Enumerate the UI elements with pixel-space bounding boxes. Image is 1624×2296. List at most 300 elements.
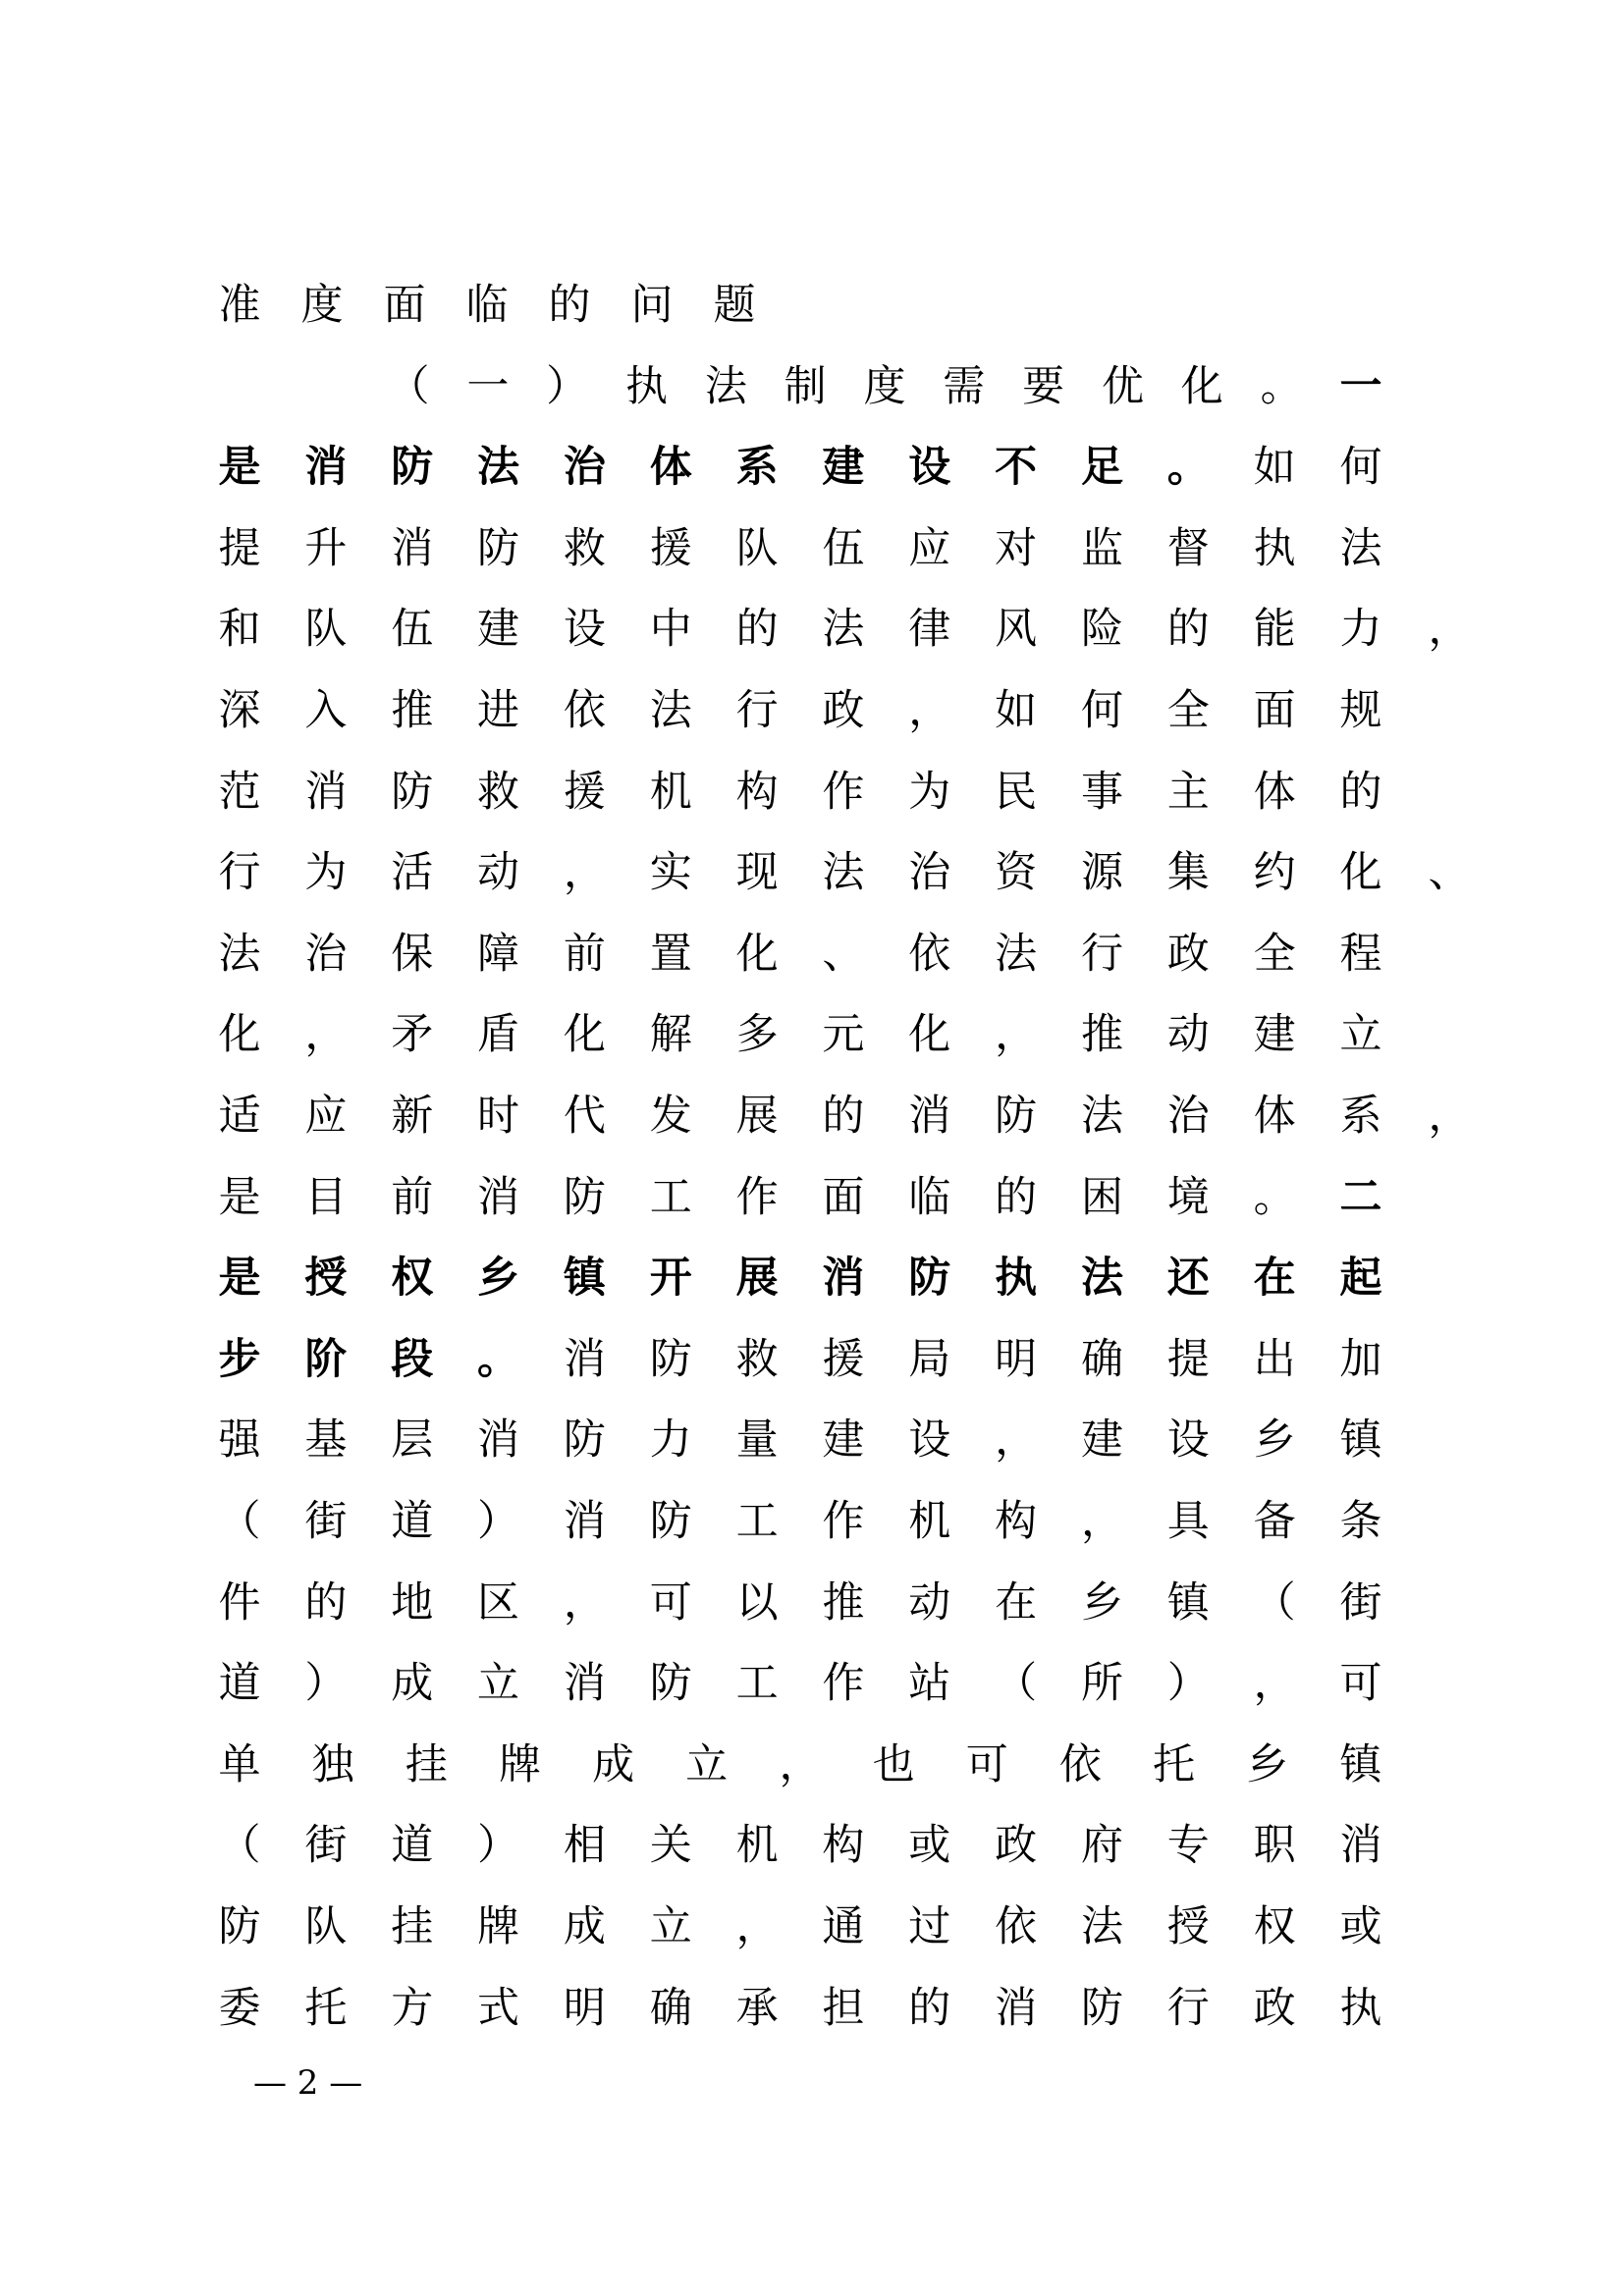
char: 的 [548,281,591,330]
char: 一 [466,361,510,411]
bold-char: 开 [649,1254,692,1304]
char: 立 [477,1659,520,1709]
char: 立 [649,1902,692,1951]
char: 建 [822,1415,865,1466]
char: 推 [1080,1010,1123,1060]
char: 度 [863,361,906,411]
char: 的 [1166,605,1210,655]
char: 境 [1166,1172,1210,1222]
text-line [218,1660,1382,1707]
char: 也 [872,1739,915,1789]
char: 成 [563,1902,606,1951]
hanging-punctuation: 、 [1428,848,1471,898]
char: 援 [563,767,606,817]
char: 依 [563,686,606,735]
char: 队 [304,605,348,655]
bold-char: 设 [908,443,951,493]
char: 设 [908,1415,951,1466]
char: 援 [822,1334,865,1384]
text-line [218,769,1382,816]
char: 治 [304,929,348,979]
char: 问 [630,281,674,330]
char: 式 [477,1983,520,2033]
char: 或 [908,1821,951,1871]
char: 街 [304,1497,348,1546]
char: 法 [995,929,1038,979]
char: 牌 [477,1902,520,1951]
char: 队 [735,523,779,573]
char: 作 [822,1659,865,1709]
bold-char: 步 [218,1334,261,1384]
char: 建 [1080,1415,1123,1466]
text-line [218,1336,1382,1383]
char: 通 [822,1902,865,1951]
text-line [218,605,1471,655]
char: 依 [908,929,951,979]
char: 以 [735,1577,779,1628]
bold-char: 建 [822,443,865,493]
char: 。 [1253,1172,1296,1222]
char: 行 [1080,929,1123,979]
char: 系 [1339,1092,1382,1141]
char: 化 [218,1010,261,1060]
char: 程 [1339,929,1382,979]
char: 面 [822,1172,865,1222]
text-line [218,1011,1382,1058]
char: 全 [1253,929,1296,979]
char: ， [563,848,606,898]
char: 作 [822,1497,865,1546]
char: 法 [1080,1092,1123,1141]
text-line [218,687,1382,734]
char: ， [304,1010,348,1060]
char: 困 [1080,1172,1123,1222]
bold-char: 镇 [563,1254,606,1304]
text-line [218,282,1382,329]
char: 约 [1253,848,1296,898]
bold-char: 权 [391,1254,434,1304]
bold-char: 是 [218,443,261,493]
char: 关 [649,1821,692,1871]
char: 准 [218,281,261,330]
char: 对 [995,523,1038,573]
char: （ [218,1497,261,1546]
char: 面 [383,281,426,330]
char: 实 [649,848,692,898]
char: 消 [477,1172,520,1222]
bold-char: 防 [391,443,434,493]
char: 推 [391,686,434,735]
bold-char: 消 [822,1254,865,1304]
char: 件 [218,1577,261,1628]
char: 消 [304,767,348,817]
char: 法 [649,686,692,735]
char: 担 [822,1983,865,2033]
char: （ [218,1821,261,1871]
bold-char: 。 [477,1334,520,1384]
bold-char: 授 [304,1254,348,1304]
char: 明 [995,1334,1038,1384]
char: 道 [391,1821,434,1871]
char: 依 [1058,1739,1102,1789]
char: 化 [735,929,779,979]
char: 援 [649,523,692,573]
char: 职 [1253,1821,1296,1871]
char: 范 [218,767,261,817]
char: 备 [1253,1497,1296,1546]
char: 政 [1166,929,1210,979]
char: 的 [1339,767,1382,817]
char: 可 [649,1577,692,1628]
char: 伍 [391,605,434,655]
char: 治 [908,848,951,898]
bold-char: 二 [1339,1172,1382,1222]
char: 力 [1339,605,1382,655]
char: 行 [218,848,261,898]
char: 队 [304,1902,348,1951]
char: 在 [995,1577,1038,1628]
char: 动 [908,1577,951,1628]
char: 需 [943,361,986,411]
char: 条 [1339,1497,1382,1546]
char: 提 [1166,1334,1210,1384]
char: 临 [908,1172,951,1222]
char: 、 [822,929,865,979]
char: 法 [822,848,865,898]
char: 为 [908,767,951,817]
char: 成 [592,1739,635,1789]
char: 镇 [1339,1415,1382,1466]
hanging-punctuation: ， [1428,1092,1471,1141]
char: 督 [1166,523,1210,573]
char: 立 [1339,1010,1382,1060]
char: 依 [995,1902,1038,1951]
char: 应 [304,1092,348,1141]
char: （ [1253,1577,1296,1628]
char: 法 [822,605,865,655]
char: 提 [218,523,261,573]
text-line [218,1498,1382,1545]
char: 乡 [1080,1577,1123,1628]
char: 地 [391,1577,434,1628]
char: 前 [563,929,606,979]
char: ， [908,686,951,735]
char: 消 [995,1983,1038,2033]
char: 过 [908,1902,951,1951]
char: 政 [1253,1983,1296,2033]
char: 盾 [477,1010,520,1060]
char: 力 [649,1415,692,1466]
char: 能 [1253,605,1296,655]
char: 前 [391,1172,434,1222]
char: ） [1166,1659,1210,1709]
bold-char: 还 [1166,1254,1210,1304]
char: ， [995,1010,1038,1060]
char: 的 [995,1172,1038,1222]
char: 街 [304,1821,348,1871]
char: 元 [822,1010,865,1060]
char: 可 [965,1739,1008,1789]
char: 托 [304,1983,348,2033]
char: 构 [822,1821,865,1871]
char: 防 [649,1334,692,1384]
char: 化 [1339,848,1382,898]
char: 防 [391,767,434,817]
char: 救 [563,523,606,573]
char: 建 [477,605,520,655]
char: 区 [477,1577,520,1628]
char: 化 [1180,361,1223,411]
bold-char: 在 [1253,1254,1296,1304]
char: 度 [300,281,344,330]
bold-char: 乡 [477,1254,520,1304]
char: 伍 [822,523,865,573]
char: 执 [624,361,668,411]
text-line [218,525,1382,572]
char: 设 [1166,1415,1210,1466]
char: 动 [1166,1010,1210,1060]
char: 救 [735,1334,779,1384]
bold-char: 法 [1080,1254,1123,1304]
char: 层 [391,1415,434,1466]
char: ， [1080,1497,1123,1546]
char: 何 [1339,443,1382,493]
char: 牌 [498,1739,541,1789]
char: 消 [563,1659,606,1709]
char: 乡 [1246,1739,1289,1789]
char: 行 [1166,1983,1210,2033]
char: 道 [218,1659,261,1709]
text-line [218,1741,1382,1789]
char: 或 [1339,1902,1382,1951]
bold-char: 防 [908,1254,951,1304]
char: 工 [735,1659,779,1709]
char: 事 [1080,767,1123,817]
char: 法 [218,929,261,979]
char: 权 [1253,1902,1296,1951]
char: 构 [995,1497,1038,1546]
char: 防 [563,1172,606,1222]
char: 出 [1253,1334,1296,1384]
char: 设 [563,605,606,655]
text-line [218,1092,1471,1141]
char: 挂 [391,1902,434,1951]
char: 全 [1166,686,1210,735]
char: 推 [822,1577,865,1628]
char: 民 [995,767,1038,817]
char: 消 [563,1334,606,1384]
char: 确 [1080,1334,1123,1384]
text-line [218,931,1382,978]
char: 站 [908,1659,951,1709]
char: ） [304,1659,348,1709]
char: 救 [477,767,520,817]
char: 具 [1166,1497,1210,1546]
char: 展 [735,1092,779,1141]
char: （ [387,361,430,411]
char: 防 [563,1415,606,1466]
char: 活 [391,848,434,898]
char: 授 [1166,1902,1210,1951]
char: 升 [304,523,348,573]
char: 中 [649,605,692,655]
char: 立 [685,1739,729,1789]
char: 专 [1166,1821,1210,1871]
char: 构 [735,767,779,817]
char: 防 [649,1659,692,1709]
char: 独 [311,1739,354,1789]
char: 体 [1253,1092,1296,1141]
char: 目 [304,1172,348,1222]
bold-char: 体 [649,443,692,493]
char: 进 [477,686,520,735]
char: 险 [1080,605,1123,655]
char: 风 [995,605,1038,655]
bold-char: 不 [995,443,1038,493]
char: 保 [391,929,434,979]
text-line [218,1579,1382,1627]
char: 制 [784,361,827,411]
char: 化 [908,1010,951,1060]
char: 消 [908,1092,951,1141]
char: 解 [649,1010,692,1060]
char: 监 [1080,523,1123,573]
char: ， [1253,1659,1296,1709]
char: 消 [477,1415,520,1466]
char: 委 [218,1983,261,2033]
char: 成 [391,1659,434,1709]
char: 建 [1253,1010,1296,1060]
char: 消 [1339,1821,1382,1871]
char: 化 [563,1010,606,1060]
char: ） [477,1821,520,1871]
text-line [387,363,1382,410]
char: 行 [735,686,779,735]
char: 乡 [1253,1415,1296,1466]
char: 时 [477,1092,520,1141]
char: 规 [1339,686,1382,735]
char: 法 [1339,523,1382,573]
bold-char: 消 [304,443,348,493]
char: 挂 [405,1739,448,1789]
char: 如 [1253,443,1296,493]
bold-char: 阶 [304,1334,348,1384]
char: 优 [1101,361,1144,411]
text-line [218,444,1382,491]
char: 适 [218,1092,261,1141]
bold-char: 是 [218,1254,261,1304]
char: 工 [735,1497,779,1546]
text-line [218,1985,1382,2032]
char: 所 [1080,1659,1123,1709]
char: 治 [1166,1092,1210,1141]
bold-char: 段 [391,1334,434,1384]
char: 的 [908,1983,951,2033]
bold-char: 治 [563,443,606,493]
char: 题 [713,281,756,330]
char: ， [563,1577,606,1628]
bold-char: 足 [1080,443,1123,493]
char: 源 [1080,848,1123,898]
char: 主 [1166,767,1210,817]
char: 。 [1260,361,1303,411]
char: 矛 [391,1010,434,1060]
char: 相 [563,1821,606,1871]
bold-char: 起 [1339,1254,1382,1304]
page-number: — 2 — [253,2063,363,2103]
char: 障 [477,929,520,979]
char: 防 [477,523,520,573]
char: 强 [218,1415,261,1466]
bold-char: 展 [735,1254,779,1304]
text-line [218,1255,1382,1302]
char: 执 [1253,523,1296,573]
char: 的 [822,1092,865,1141]
char: 机 [649,767,692,817]
char: 消 [391,523,434,573]
char: 代 [563,1092,606,1141]
char: 防 [1080,1983,1123,2033]
char: 集 [1166,848,1210,898]
char: ， [779,1739,822,1789]
text-line [218,1822,1382,1869]
char: 政 [822,686,865,735]
char: 托 [1153,1739,1196,1789]
char: 府 [1080,1821,1123,1871]
char: 单 [218,1739,261,1789]
char: 工 [649,1172,692,1222]
text-line [218,848,1471,898]
char: 基 [304,1415,348,1466]
char: 作 [822,767,865,817]
char: 要 [1022,361,1065,411]
char: 深 [218,686,261,735]
char: 和 [218,605,261,655]
char: ） [546,361,589,411]
char: 置 [649,929,692,979]
char: 消 [563,1497,606,1546]
char: 确 [649,1983,692,2033]
char: 是 [218,1172,261,1222]
char: 体 [1253,767,1296,817]
char: 可 [1339,1659,1382,1709]
char: 量 [735,1415,779,1466]
char: 法 [704,361,747,411]
char: 入 [304,686,348,735]
char: ， [735,1902,779,1951]
char: 应 [908,523,951,573]
char: 何 [1080,686,1123,735]
bold-char: 系 [735,443,779,493]
text-line [218,1416,1382,1464]
char: 执 [1339,1983,1382,2033]
char: 防 [995,1092,1038,1141]
bold-char: 法 [477,443,520,493]
char: 现 [735,848,779,898]
text-line [218,1174,1382,1221]
char: 局 [908,1334,951,1384]
char: 的 [735,605,779,655]
bold-char: 执 [995,1254,1038,1304]
char: 作 [735,1172,779,1222]
char: 道 [391,1497,434,1546]
char: 机 [735,1821,779,1871]
char: （ [995,1659,1038,1709]
hanging-punctuation: ， [1428,605,1471,655]
char: 律 [908,605,951,655]
char: 街 [1339,1577,1382,1628]
char: 为 [304,848,348,898]
